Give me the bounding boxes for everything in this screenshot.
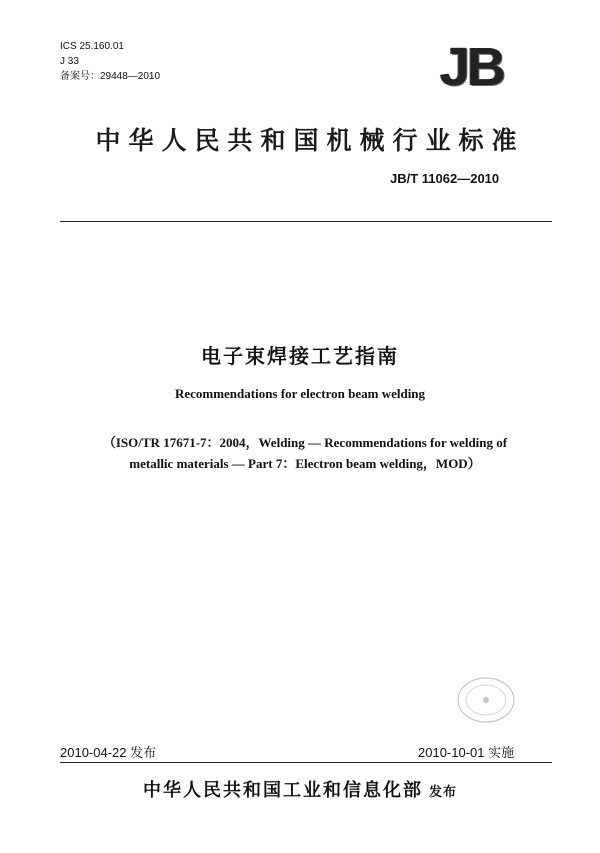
standard-number: JB/T 11062—2010 xyxy=(390,171,500,186)
iso-reference-line-1: （ISO/TR 17671-7：2004，Welding — Recommendations for welding of xyxy=(102,435,508,450)
iso-reference xyxy=(70,432,540,474)
header-divider xyxy=(60,221,552,222)
seal-stamp-icon xyxy=(455,675,517,725)
publisher xyxy=(0,776,600,802)
document-title-en: Recommendations for electron beam welding xyxy=(174,386,426,401)
publisher-name: 中华人民共和国工业和信息化部 xyxy=(142,780,423,801)
class-code: J 33 xyxy=(60,56,79,67)
issue-date: 2010-04-22 发布 xyxy=(60,745,157,760)
iso-reference-line-2: metallic materials — Part 7：Electron beam welding，MOD） xyxy=(129,456,481,471)
ics-code: ICS 25.160.01 xyxy=(60,41,124,52)
publisher-suffix: 发布 xyxy=(428,785,457,800)
document-title-cn: 电子束焊接工艺指南 xyxy=(201,344,399,368)
filing-number: 备案号：29448—2010 xyxy=(60,71,161,82)
standard-title: 中华人民共和国机械行业标准 xyxy=(95,126,525,155)
jb-logo: JB xyxy=(440,37,504,97)
footer-divider xyxy=(60,762,552,763)
implementation-date: 2010-10-01 实施 xyxy=(418,745,515,760)
